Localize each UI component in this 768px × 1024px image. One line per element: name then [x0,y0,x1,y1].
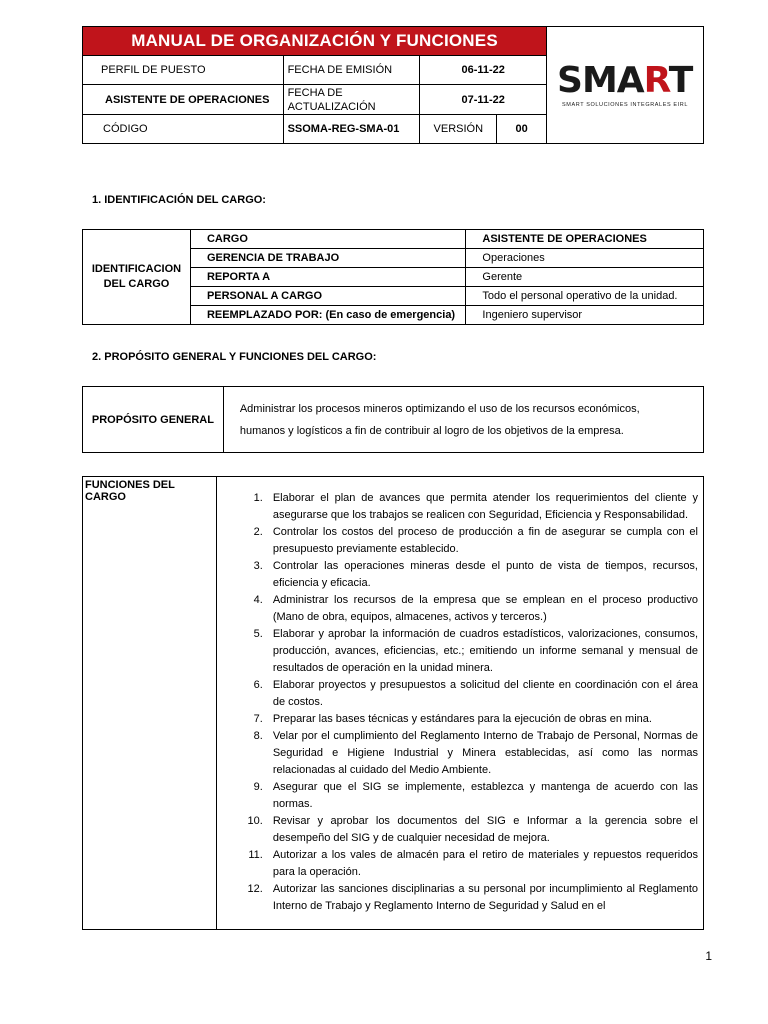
functions-table [82,476,704,930]
function-item: 11. Autorizar a los vales de almacén para el retiro de materiales y repuestos requeridos para la operación. [248,849,698,878]
function-item: 5. Elaborar y aprobar la información de cuadros estadísticos, valorizaciones, consumos, producción, avances, eficiencias, etc.; emitiendo un informe semanal y mensual de resultados de operación en la unidad minera. [253,628,698,674]
update-date-value: 07-11-22 [420,85,547,115]
ident-key-personal: PERSONAL A CARGO [190,287,465,306]
page-number: 1 [705,949,712,963]
issue-date-value: 06-11-22 [420,56,547,85]
document-title: MANUAL DE ORGANIZACIÓN Y FUNCIONES [83,27,547,56]
ident-value-reemplazo: Ingeniero supervisor [466,306,704,325]
ident-value-personal: Todo el personal operativo de la unidad. [466,287,704,306]
company-logo [547,27,704,144]
ident-value-reporta: Gerente [466,268,704,287]
purpose-label: PROPÓSITO GENERAL [83,387,224,453]
functions-list [217,490,703,915]
version-label: VERSIÓN [420,115,497,144]
function-item: 3. Controlar las operaciones mineras desde el punto de vista de tiempos, recursos, eficiencia y eficacia. [253,560,698,589]
identification-side-label: IDENTIFICACION DEL CARGO [83,230,191,325]
version-value: 00 [497,115,547,144]
function-item: 7. Preparar las bases técnicas y estándares para la ejecución de obras en mina. [253,713,652,725]
document-header-table [82,26,704,144]
logo-subtitle: SMART SOLUCIONES INTEGRALES EIRL [562,101,689,108]
function-item: 10. Revisar y aprobar los documentos del SIG e Informar a la gerencia sobre el desempeño del SIG y de cualquier necesidad de mejora. [247,815,698,844]
function-item: 4. Administrar los recursos de la empresa que se emplean en el proceso productivo (Mano de obra, equipos, almacenes, activos y terceros.) [253,594,698,623]
function-item: 9. Asegurar que el SIG se implemente, establezca y mantenga de acuerdo con las normas. [253,781,698,810]
functions-list-cell [216,477,703,930]
ident-key-reemplazo: REEMPLAZADO POR: (En caso de emergencia) [190,306,465,325]
ident-key-gerencia: GERENCIA DE TRABAJO [190,249,465,268]
function-item: 1. Elaborar el plan de avances que permita atender los requerimientos del cliente y asegurarse que los trabajos se realicen con Seguridad, Eficiencia y Responsabilidad. [253,492,698,521]
code-value: SSOMA-REG-SMA-01 [283,115,420,144]
ident-key-reporta: REPORTA A [190,268,465,287]
code-label: CÓDIGO [83,115,284,144]
purpose-table [82,386,704,453]
ident-value-cargo: ASISTENTE DE OPERACIONES [466,230,704,249]
function-item: 2. Controlar los costos del proceso de producción a fin de asegurar se cumpla con el presupuesto previamente establecido. [253,526,698,555]
function-item: 8. Velar por el cumplimiento del Reglamento Interno de Trabajo de Personal, Normas de Seguridad e Higiene Industrial y Minera establecidas, así como las normas relacionadas al cuidado del Medio Ambiente. [253,730,698,776]
section-2-title: 2. PROPÓSITO GENERAL Y FUNCIONES DEL CARGO: [92,351,377,363]
function-item: 12. Autorizar las sanciones disciplinarias a su personal por incumplimiento al Reglamento Interno de Trabajo y Reglamento Interno de Seguridad y Salud en el [247,883,698,912]
update-date-label: FECHA DE ACTUALIZACIÓN [283,85,420,115]
identification-table [82,229,704,325]
purpose-text: Administrar los procesos mineros optimizando el uso de los recursos económicos, humanos y logísticos a fin de contribuir al logro de los objetivos de la empresa. [223,387,703,453]
ident-key-cargo: CARGO [190,230,465,249]
section-1-title: 1. IDENTIFICACIÓN DEL CARGO: [92,194,266,206]
position-name: ASISTENTE DE OPERACIONES [83,85,284,115]
profile-label: PERFIL DE PUESTO [83,56,284,85]
functions-label: FUNCIONES DEL CARGO [83,477,217,930]
issue-date-label: FECHA DE EMISIÓN [283,56,420,85]
ident-value-gerencia: Operaciones [466,249,704,268]
function-item: 6. Elaborar proyectos y presupuestos a solicitud del cliente en coordinación con el área de costos. [253,679,698,708]
smart-logo-icon: SMART SMART SOLUCIONES INTEGRALES EIRL [557,59,693,108]
